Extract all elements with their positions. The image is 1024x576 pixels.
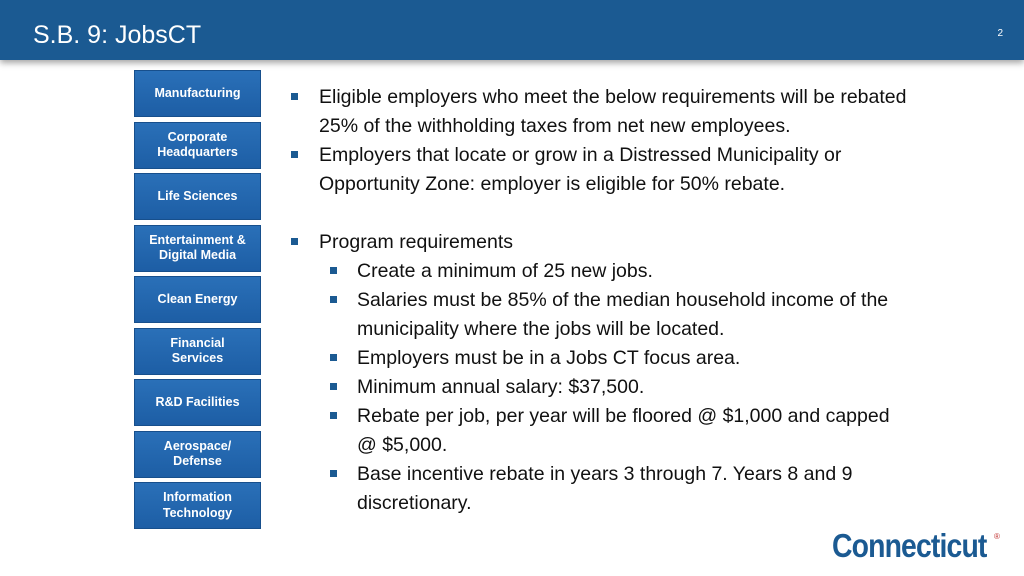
focus-area-clean-energy[interactable] (134, 276, 261, 323)
focus-area-manufacturing[interactable] (134, 70, 261, 117)
focus-area-corporate-headquarters[interactable] (134, 122, 261, 169)
focus-area-financial-services[interactable] (134, 328, 261, 375)
spacer (290, 199, 910, 228)
focus-area-list (134, 70, 261, 534)
bullet-item: Employers that locate or grow in a Distressed Municipality or Opportunity Zone: employer is eligible for 50% rebate. (290, 141, 910, 199)
focus-area-label: R&D Facilities (155, 394, 240, 409)
page-number: 2 (997, 28, 1003, 39)
connecticut-logo: Connecticut (832, 527, 987, 564)
slide-body (290, 83, 910, 518)
registered-mark: ® (994, 532, 1000, 541)
focus-area-label: Financial Services (170, 335, 225, 365)
focus-area-information-technology[interactable] (134, 482, 261, 529)
sub-bullet-item: Create a minimum of 25 new jobs. (290, 257, 910, 286)
sub-bullet-item: Rebate per job, per year will be floored @ $1,000 and capped @ $5,000. (290, 402, 910, 460)
sub-bullet-item: Minimum annual salary: $37,500. (290, 373, 910, 402)
focus-area-life-sciences[interactable] (134, 173, 261, 220)
sub-bullet-item: Base incentive rebate in years 3 through 7. Years 8 and 9 discretionary. (290, 460, 910, 518)
focus-area-label: Manufacturing (154, 85, 241, 100)
focus-area-aerospace-defense[interactable] (134, 431, 261, 478)
sub-bullet-item: Employers must be in a Jobs CT focus area. (290, 344, 910, 373)
focus-area-entertainment[interactable] (134, 225, 261, 272)
page-title: S.B. 9: JobsCT (33, 21, 202, 49)
focus-area-label: Information Technology (162, 490, 233, 520)
focus-area-label: Life Sciences (157, 188, 238, 203)
focus-area-label: Clean Energy (157, 291, 238, 306)
focus-area-label: Corporate Headquarters (157, 129, 238, 159)
bullet-item: Program requirements (290, 228, 910, 257)
focus-area-label: Entertainment & Digital Media (149, 232, 246, 262)
sub-bullet-item: Salaries must be 85% of the median household income of the municipality where the jobs will be located. (290, 286, 910, 344)
bullet-item: Eligible employers who meet the below requirements will be rebated 25% of the withholding taxes from net new employees. (290, 83, 910, 141)
focus-area-rd-facilities[interactable] (134, 379, 261, 426)
focus-area-label: Aerospace/ Defense (163, 438, 232, 468)
header-bar (0, 0, 1024, 60)
